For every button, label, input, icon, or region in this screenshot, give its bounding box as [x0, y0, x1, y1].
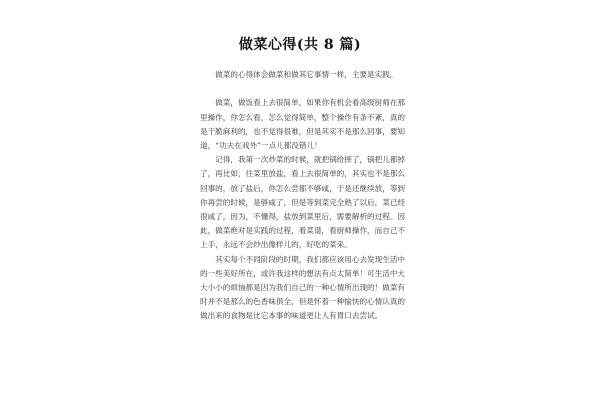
- paragraph-1: 做菜，做饭看上去很简单，如果你有机会看高级厨师在那里操作，你怎么看，怎么觉得简单，整个操作有条不紊，真的是干脆麻利的，也不觉得很难，但是其实不是那么回事，要知道，“功夫在戏外”一点儿都没错儿！: [200, 98, 406, 150]
- paragraph-3: 其实每个不同阶段的时期，我们都应该用心去发现生活中的一些美好所在，或许我这样的想法有点太简单！可生活中大大小小的烦恼都是因为我们自己的一种心情所出现的！做菜有时并不是那么的色香味俱全，但是怀着一种愉快的心情认真的做出来的食物是比它本事的味道更让人有胃口去尝试。: [200, 254, 406, 321]
- document-body: [200, 68, 410, 324]
- paragraph-2: 记得，我第一次炒菜的时候，就把锅给摔了，锅把儿都掉了，再比如，往菜里放盐，看上去很简单的，其实也不是那么回事的，放了盐后，你怎么尝都不够咸，于是还继续放，等到你再尝的时候，是够咸了，但是等到菜完全熟了以后，菜已经很咸了，因为，不懂得，盐放到菜里后，需要解析的过程。因此，做菜绝对是实践的过程，看菜谱，看厨师操作，而自己不上手，永远不会炒出像样儿的，好吃的菜来。: [200, 155, 406, 250]
- paragraph-intro: 做菜的心得体会做菜和做其它事情一样，主要是实践。: [215, 70, 398, 79]
- document-title: 做菜心得(共 8 篇): [238, 37, 362, 53]
